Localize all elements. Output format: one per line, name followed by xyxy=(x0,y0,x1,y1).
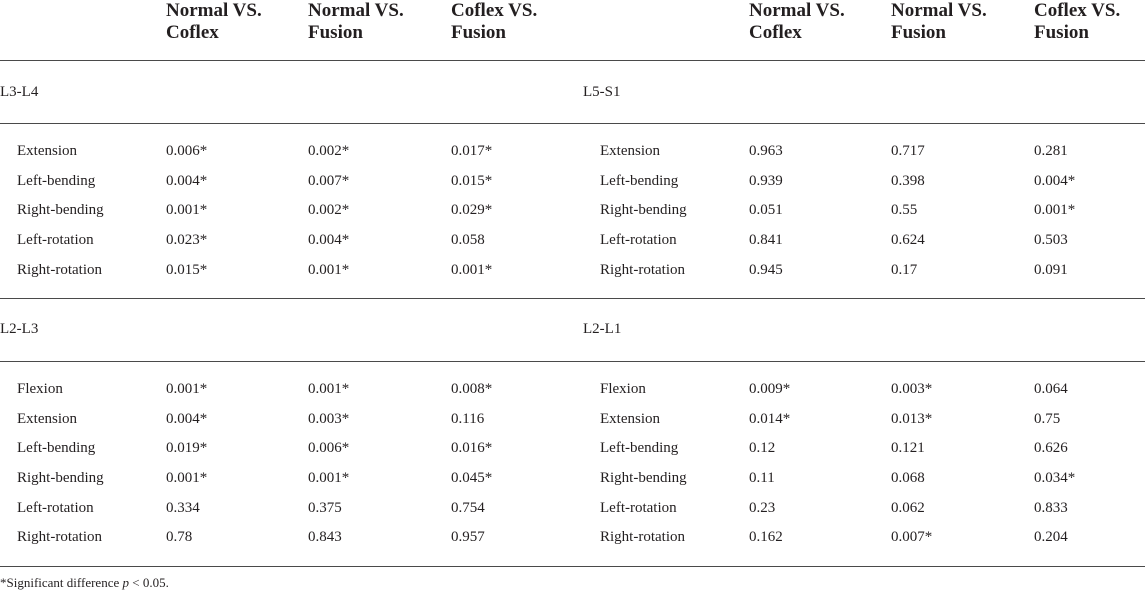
table-row xyxy=(0,405,1145,435)
value-cell-right: 0.963 xyxy=(749,143,783,160)
value-cell-left: 0.016* xyxy=(451,440,493,457)
spacer-cell xyxy=(0,124,1145,138)
value-cell-right: 0.003* xyxy=(891,381,933,398)
value-cell-right: 0.007* xyxy=(891,529,933,546)
row-name-right: Left-rotation xyxy=(600,232,677,249)
row-name-left: Left-bending xyxy=(17,172,96,189)
value-cell-right: 0.17 xyxy=(891,261,918,278)
value-cell-left: 0.957 xyxy=(451,529,485,546)
row-name-left: Right-bending xyxy=(17,470,104,487)
value-cell-right: 0.034* xyxy=(1034,470,1076,487)
spacer-row xyxy=(0,553,1145,567)
value-cell-left: 0.003* xyxy=(308,410,350,427)
table-row xyxy=(0,196,1145,226)
row-name-right: Left-bending xyxy=(600,440,679,457)
value-cell-right: 0.281 xyxy=(1034,143,1068,160)
value-cell-left: 0.002* xyxy=(308,143,350,160)
value-cell-left: 0.001* xyxy=(308,381,350,398)
value-cell-left: 0.001* xyxy=(308,261,350,278)
row-name-right: Extension xyxy=(600,143,660,160)
table-row xyxy=(0,255,1145,285)
value-cell-left: 0.015* xyxy=(166,261,208,278)
table-row xyxy=(0,523,1145,553)
value-cell-left: 0.754 xyxy=(451,499,485,516)
value-cell-left: 0.375 xyxy=(308,499,342,516)
value-cell-right: 0.162 xyxy=(749,529,783,546)
row-name-right: Right-bending xyxy=(600,470,687,487)
value-cell-right: 0.014* xyxy=(749,410,791,427)
value-cell-right: 0.939 xyxy=(749,172,783,189)
value-cell-left: 0.019* xyxy=(166,440,208,457)
value-cell-right: 0.091 xyxy=(1034,261,1068,278)
table-row xyxy=(0,167,1145,197)
value-cell-right: 0.833 xyxy=(1034,499,1068,516)
row-name-left: Left-rotation xyxy=(17,232,94,249)
value-cell-right: 0.23 xyxy=(749,499,776,516)
value-cell-right: 0.013* xyxy=(891,410,933,427)
value-cell-left: 0.004* xyxy=(166,172,208,189)
row-name-right: Right-bending xyxy=(600,202,687,219)
header-empty-left xyxy=(0,0,166,61)
row-name-left: Extension xyxy=(17,410,77,427)
col-header: Normal VS. Coflex xyxy=(166,0,308,61)
value-cell-right: 0.121 xyxy=(891,440,925,457)
value-cell-left: 0.001* xyxy=(451,261,493,278)
value-cell-left: 0.007* xyxy=(308,172,350,189)
value-cell-right: 0.398 xyxy=(891,172,925,189)
value-cell-left: 0.004* xyxy=(308,232,350,249)
value-cell-right: 0.204 xyxy=(1034,529,1068,546)
header-empty-right xyxy=(583,0,749,61)
value-cell-right: 0.717 xyxy=(891,143,925,160)
spacer-cell xyxy=(0,285,1145,299)
value-cell-left: 0.002* xyxy=(308,202,350,219)
value-cell-left: 0.004* xyxy=(166,410,208,427)
row-name-left: Right-rotation xyxy=(17,261,102,278)
spacer-row xyxy=(0,124,1145,138)
value-cell-left: 0.78 xyxy=(166,529,193,546)
table-row xyxy=(0,464,1145,494)
table-row xyxy=(0,226,1145,256)
value-cell-left: 0.045* xyxy=(451,470,493,487)
group-label-right: L5-S1 xyxy=(583,61,1145,124)
value-cell-right: 0.051 xyxy=(749,202,783,219)
row-name-left: Flexion xyxy=(17,381,63,398)
col-header: Normal VS. Fusion xyxy=(308,0,451,61)
value-cell-left: 0.843 xyxy=(308,529,342,546)
row-name-left: Left-bending xyxy=(17,440,96,457)
value-cell-right: 0.75 xyxy=(1034,410,1061,427)
group-row xyxy=(0,298,1145,361)
value-cell-right: 0.001* xyxy=(1034,202,1076,219)
spacer-row xyxy=(0,285,1145,299)
row-name-right: Right-rotation xyxy=(600,261,685,278)
value-cell-left: 0.334 xyxy=(166,499,200,516)
row-name-right: Right-rotation xyxy=(600,529,685,546)
value-cell-left: 0.006* xyxy=(308,440,350,457)
table-row xyxy=(0,137,1145,167)
value-cell-right: 0.068 xyxy=(891,470,925,487)
value-cell-left: 0.001* xyxy=(308,470,350,487)
value-cell-left: 0.058 xyxy=(451,232,485,249)
value-cell-right: 0.004* xyxy=(1034,172,1076,189)
group-label-left: L3-L4 xyxy=(0,61,583,124)
row-name-left: Left-rotation xyxy=(17,499,94,516)
value-cell-right: 0.11 xyxy=(749,470,775,487)
value-cell-left: 0.008* xyxy=(451,381,493,398)
value-cell-right: 0.841 xyxy=(749,232,783,249)
row-name-left: Extension xyxy=(17,143,77,160)
value-cell-right: 0.626 xyxy=(1034,440,1068,457)
group-label-left: L2-L3 xyxy=(0,298,583,361)
footnote: *Significant difference p < 0.05. xyxy=(0,575,169,590)
header-row xyxy=(0,0,1145,61)
value-cell-left: 0.029* xyxy=(451,202,493,219)
col-header: Normal VS. Fusion xyxy=(891,0,1034,61)
value-cell-left: 0.017* xyxy=(451,143,493,160)
table-row xyxy=(0,434,1145,464)
row-name-left: Right-bending xyxy=(17,202,104,219)
group-label-right: L2-L1 xyxy=(583,298,1145,361)
row-name-right: Flexion xyxy=(600,381,646,398)
value-cell-left: 0.006* xyxy=(166,143,208,160)
row-name-right: Left-bending xyxy=(600,172,679,189)
value-cell-left: 0.015* xyxy=(451,172,493,189)
col-header: Normal VS. Coflex xyxy=(749,0,891,61)
value-cell-left: 0.001* xyxy=(166,381,208,398)
value-cell-left: 0.001* xyxy=(166,470,208,487)
value-cell-right: 0.503 xyxy=(1034,232,1068,249)
col-header: Coflex VS. Fusion xyxy=(451,0,583,61)
spacer-cell xyxy=(0,553,1145,567)
table-row xyxy=(0,375,1145,405)
value-cell-right: 0.55 xyxy=(891,202,918,219)
value-cell-left: 0.023* xyxy=(166,232,208,249)
row-name-left: Right-rotation xyxy=(17,529,102,546)
spacer-row xyxy=(0,361,1145,375)
group-row xyxy=(0,61,1145,124)
value-cell-right: 0.062 xyxy=(891,499,925,516)
value-cell-right: 0.064 xyxy=(1034,381,1068,398)
col-header: Coflex VS. Fusion xyxy=(1034,0,1145,61)
value-cell-right: 0.009* xyxy=(749,381,791,398)
row-name-right: Left-rotation xyxy=(600,499,677,516)
value-cell-left: 0.001* xyxy=(166,202,208,219)
row-name-right: Extension xyxy=(600,410,660,427)
value-cell-left: 0.116 xyxy=(451,410,485,427)
spacer-cell xyxy=(0,361,1145,375)
value-cell-right: 0.12 xyxy=(749,440,776,457)
table-body xyxy=(0,61,1145,567)
table-row xyxy=(0,493,1145,523)
value-cell-right: 0.624 xyxy=(891,232,925,249)
value-cell-right: 0.945 xyxy=(749,261,783,278)
